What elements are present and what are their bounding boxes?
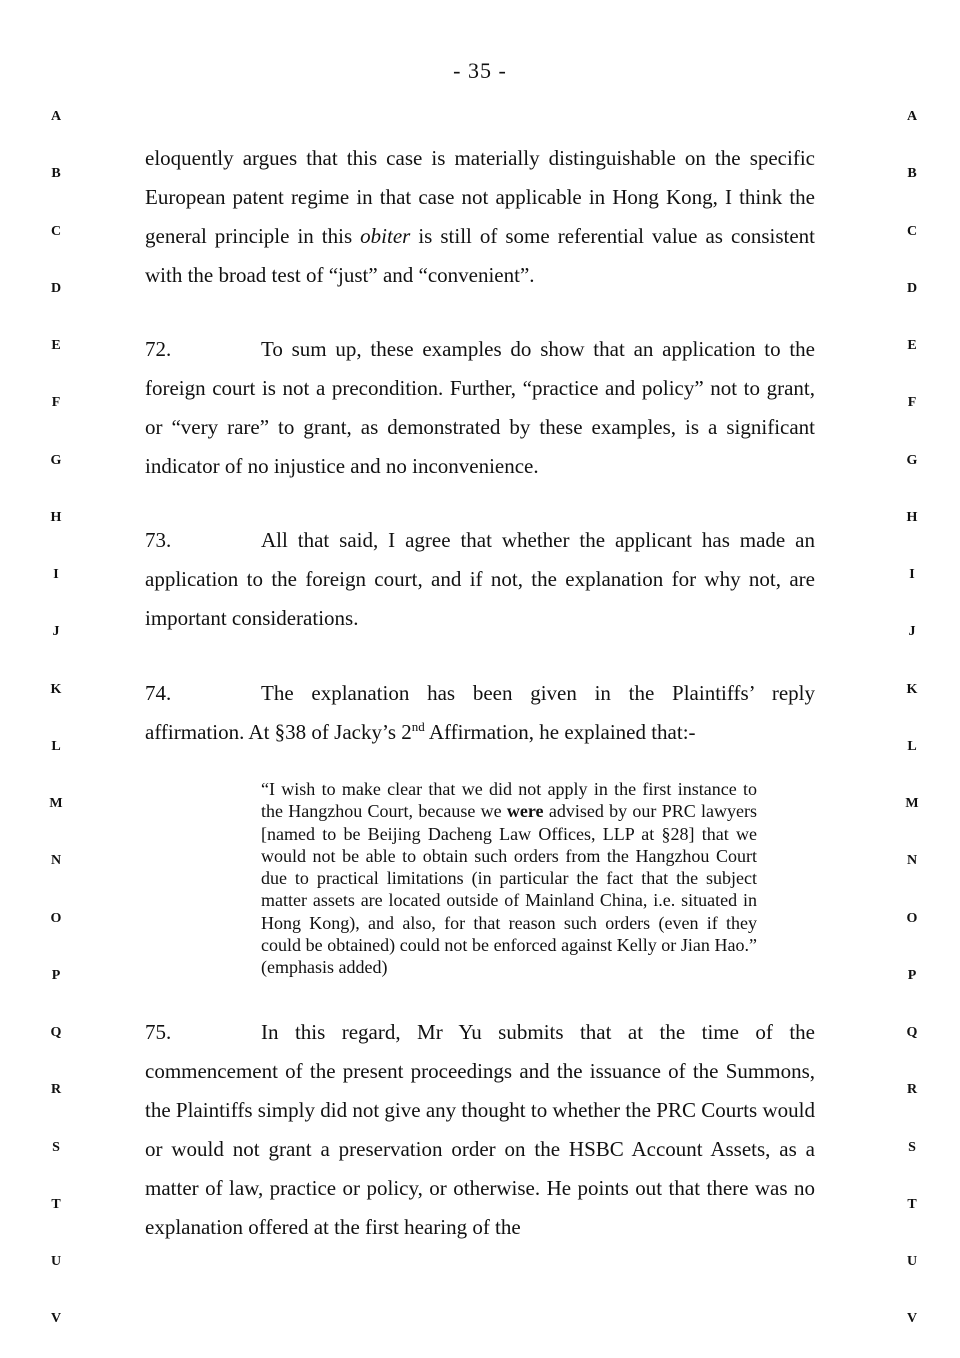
right-margin-letter: N <box>906 853 918 869</box>
left-margin-letter: O <box>50 910 62 926</box>
right-margin-letter: H <box>906 509 918 525</box>
paragraph-number: 74. <box>145 681 172 705</box>
right-margin-letter: C <box>906 223 918 239</box>
left-margin-letter: P <box>51 967 61 983</box>
paragraph-number: 75. <box>145 1020 172 1044</box>
right-margin-letter: O <box>906 910 918 926</box>
right-margin-letter: D <box>906 280 918 296</box>
left-margin-letter: Q <box>50 1025 62 1040</box>
paragraph-73 <box>145 521 815 638</box>
page-number: - 35 - <box>453 58 507 83</box>
right-margin-letter: M <box>905 796 919 811</box>
right-margin-letter: B <box>907 166 917 182</box>
line-2-text-end: Affirmation, he explained that:- <box>424 720 696 744</box>
paragraph-text: The explanation has been given in the Plaintiffs’ reply <box>261 681 815 705</box>
quote-text-1: “I wish to make clear that we did not apply in the first instance to the Hangzhou Court, because we <box>261 779 757 822</box>
right-margin-letters <box>902 0 922 1358</box>
left-margin-letter: G <box>50 452 62 468</box>
paragraph-74 <box>145 674 815 752</box>
ordinal-superscript: nd <box>411 719 425 734</box>
right-margin-letter: S <box>908 1139 916 1155</box>
left-margin-letter: D <box>50 280 62 296</box>
left-margin-letter: U <box>50 1254 62 1269</box>
left-margin-letter: A <box>50 109 62 124</box>
left-margin-letter: R <box>50 1082 62 1098</box>
right-margin-letter: G <box>906 452 918 468</box>
paragraph-number: 73. <box>145 528 172 552</box>
paragraph-72 <box>145 330 815 486</box>
left-margin-letter: C <box>50 223 62 239</box>
paragraph-74-line-1 <box>145 674 815 713</box>
left-margin-letter: F <box>51 395 61 411</box>
right-margin-letter: K <box>906 681 918 697</box>
right-margin-letter: J <box>908 624 916 640</box>
paragraph-text: In this regard, Mr Yu submits that at the time of the commencement of the present proceedings and the issuance of the Summons, the Plaintiffs simply did not give any thought to whether the PRC Courts would or would not grant a preservation order on the HSBC Account Assets, as a matter of law, practice or policy, or otherwise. He points out that there was no explanation offered at the first hearing of the <box>145 1020 815 1239</box>
left-margin-letter: B <box>51 166 61 182</box>
left-margin-letters <box>46 0 66 1358</box>
left-margin-letter: E <box>51 338 61 353</box>
left-margin-letter: S <box>52 1139 60 1155</box>
left-margin-letter: I <box>53 567 59 582</box>
block-quote <box>261 778 757 979</box>
paragraph-75 <box>145 1013 815 1247</box>
paragraph-text: To sum up, these examples do show that an application to the foreign court is not a precondition. Further, “practice and policy” not to grant, or “very rare” to grant, as demonstrated by these examples, is a significant indicator of no injustice and no inconvenience. <box>145 337 815 478</box>
right-margin-letter: R <box>906 1082 918 1098</box>
left-margin-letter: K <box>50 681 62 697</box>
paragraph-74-line-2 <box>145 713 815 752</box>
right-margin-letter: L <box>907 738 917 754</box>
quote-emphasis: were <box>506 801 544 822</box>
left-margin-letter: T <box>51 1196 61 1212</box>
right-margin-letter: V <box>906 1311 918 1327</box>
right-margin-letter: F <box>907 395 917 411</box>
paragraph-number: 72. <box>145 337 172 361</box>
right-margin-letter: Q <box>906 1025 918 1040</box>
right-margin-letter: T <box>907 1196 917 1212</box>
left-margin-letter: H <box>50 509 62 525</box>
right-margin-letter: E <box>907 338 917 353</box>
left-margin-letter: V <box>50 1311 62 1327</box>
left-margin-letter: M <box>49 796 63 811</box>
right-margin-letter: P <box>907 967 917 983</box>
paragraph-71-continuation <box>145 139 815 295</box>
continuation-text-1: eloquently argues that this case is materially distinguishable on the specific European patent regime in that case not applicable in Hong Kong, I think the general principle in this <box>145 146 815 248</box>
right-margin-letter: A <box>906 109 918 124</box>
left-margin-letter: L <box>51 738 61 754</box>
continuation-text-2: is still of some referential value as consistent with the broad test of “just” and “convenient”. <box>145 224 815 287</box>
right-margin-letter: U <box>906 1254 918 1269</box>
left-margin-letter: J <box>52 624 60 640</box>
quote-text-2: advised by our PRC lawyers [named to be Beijing Dacheng Law Offices, LLP at §28] that we would not be able to obtain such orders from the Hangzhou Court due to practical limitations (in particular the fact that the subject matter assets are located outside of Mainland China, i.e. situated in Hong Kong), and also, for that reason such orders (even if they could be obtained) could not be enforced against Kelly or Jian Hao.” (emphasis added) <box>261 801 757 978</box>
continuation-italic-term: obiter <box>360 224 411 248</box>
paragraph-text: All that said, I agree that whether the applicant has made an application to the foreign court, and if not, the explanation for why not, are important considerations. <box>145 528 815 630</box>
right-margin-letter: I <box>909 567 915 582</box>
line-2-text: affirmation. At §38 of Jacky’s 2 <box>145 720 412 744</box>
left-margin-letter: N <box>50 853 62 869</box>
